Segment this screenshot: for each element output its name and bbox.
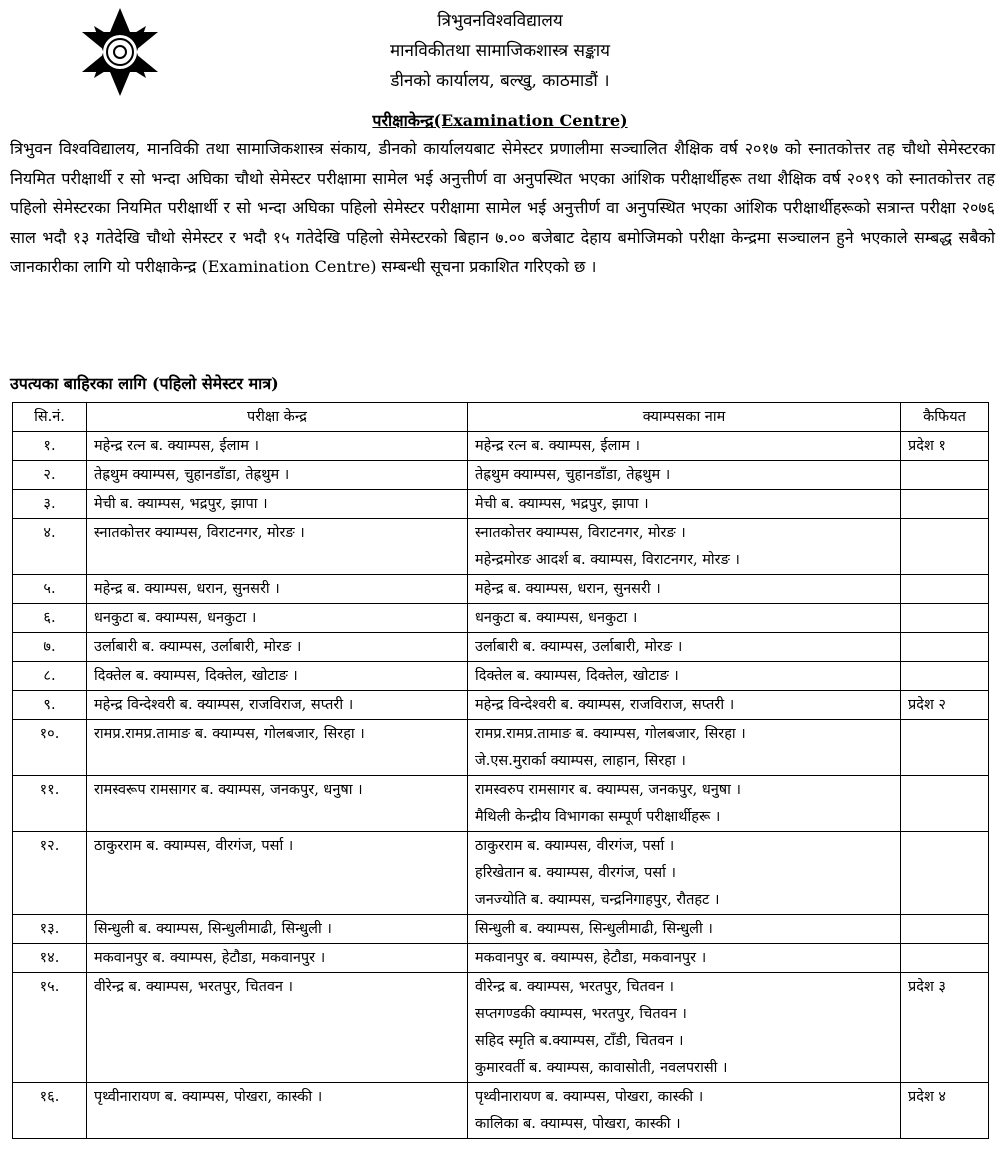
remarks-cell [901, 776, 989, 832]
campus-names-cell [468, 973, 901, 1083]
exam-centre-cell: महेन्द्र रत्न ब. क्याम्पस, ईलाम । [87, 432, 468, 461]
table-row [13, 662, 989, 691]
column-header-campus-name: क्याम्पसका नाम [468, 403, 901, 432]
table-row [13, 832, 989, 915]
campus-name: महेन्द्रमोरङ आदर्श ब. क्याम्पस, विराटनगर, मोरङ । [475, 552, 740, 568]
campus-name: जनज्योति ब. क्याम्पस, चन्द्रनिगाहपुर, रौतहट । [475, 892, 720, 908]
serial-number-cell: १३. [13, 915, 87, 944]
remarks-cell [901, 915, 989, 944]
document-title: परीक्षाकेन्द्र(Examination Centre) [372, 111, 628, 130]
remarks-cell [901, 604, 989, 633]
campus-name: कुमारवर्ती ब. क्याम्पस, कावासोती, नवलपरासी । [475, 1060, 728, 1076]
exam-centre-cell: उर्लाबारी ब. क्याम्पस, उर्लाबारी, मोरङ । [87, 633, 468, 662]
serial-number-cell: १४. [13, 944, 87, 973]
campus-name: रामस्वरुप रामसागर ब. क्याम्पस, जनकपुर, धनुषा । [475, 782, 742, 798]
table-row [13, 604, 989, 633]
campus-names-cell [468, 662, 901, 691]
column-header-remarks: कैफियत [901, 403, 989, 432]
campus-names-cell [468, 915, 901, 944]
campus-name: ठाकुरराम ब. क्याम्पस, वीरगंज, पर्सा । [475, 838, 675, 854]
exam-centre-cell: महेन्द्र ब. क्याम्पस, धरान, सुनसरी । [87, 575, 468, 604]
exam-centre-cell: स्नातकोत्तर क्याम्पस, विराटनगर, मोरङ । [87, 519, 468, 575]
campus-name: तेह्रथुम क्याम्पस, चुहानडाँडा, तेह्रथुम । [475, 467, 671, 483]
remarks-cell [901, 662, 989, 691]
remarks-cell [901, 575, 989, 604]
remarks-cell [901, 633, 989, 662]
serial-number-cell: ९. [13, 691, 87, 720]
exam-centre-cell: वीरेन्द्र ब. क्याम्पस, भरतपुर, चितवन । [87, 973, 468, 1083]
notice-paragraph: त्रिभुवन विश्वविद्यालय, मानविकी तथा सामाजिकशास्त्र संकाय, डीनको कार्यालयबाट सेमेस्टर प्रणालीमा सञ्चालित शैक्षिक वर्ष २०१७ को स्नातकोत्तर तह चौथो सेमेस्टरका नियमित परीक्षार्थी र सो भन्दा अघिका चौथो सेमेस्टर परीक्षामा सामेल भई अनुत्तीर्ण वा अनुपस्थित भएका आंशिक परीक्षार्थीहरू तथा शैक्षिक वर्ष २०१९ को स्नातकोत्तर तह पहिलो सेमेस्टरका नियमित परीक्षार्थी र सो भन्दा अघिका पहिलो सेमेस्टर परीक्षामा सामेल भई अनुत्तीर्ण वा अनुपस्थित भएका आंशिक परीक्षार्थीहरूको सत्रान्त परीक्षा २०७६ साल भदौ १३ गतेदेखि चौथो सेमेस्टर र भदौ १५ गतेदेखि पहिलो सेमेस्टरको बिहान ७.०० बजेबाट देहाय बमोजिमको परीक्षा केन्द्रमा सञ्चालन हुने भएकाले सम्बद्ध सबैको जानकारीका लागि यो परीक्षाकेन्द्र (Examination Centre) सम्बन्धी सूचना प्रकाशित गरिएको छ । [10, 139, 995, 277]
table-row [13, 776, 989, 832]
campus-names-cell [468, 604, 901, 633]
serial-number-cell: ५. [13, 575, 87, 604]
exam-centre-cell: मेची ब. क्याम्पस, भद्रपुर, झापा । [87, 490, 468, 519]
serial-number-cell: १. [13, 432, 87, 461]
remarks-cell: प्रदेश २ [901, 691, 989, 720]
campus-name: महेन्द्र विन्देश्वरी ब. क्याम्पस, राजविराज, सप्तरी । [475, 697, 735, 713]
table-row [13, 490, 989, 519]
serial-number-cell: ७. [13, 633, 87, 662]
serial-number-cell: १२. [13, 832, 87, 915]
remarks-cell [901, 832, 989, 915]
exam-centre-cell: ठाकुरराम ब. क्याम्पस, वीरगंज, पर्सा । [87, 832, 468, 915]
campus-names-cell [468, 461, 901, 490]
campus-name: उर्लाबारी ब. क्याम्पस, उर्लाबारी, मोरङ । [475, 639, 683, 655]
campus-name: जे.एस.मुरार्का क्याम्पस, लाहान, सिरहा । [475, 753, 686, 769]
serial-number-cell: २. [13, 461, 87, 490]
table-row [13, 944, 989, 973]
exam-centre-cell: मकवानपुर ब. क्याम्पस, हेटौडा, मकवानपुर । [87, 944, 468, 973]
faculty-name: मानविकीतथा सामाजिकशास्त्र सङ्काय [389, 41, 611, 61]
campus-name: धनकुटा ब. क्याम्पस, धनकुटा । [475, 610, 638, 626]
table-row [13, 691, 989, 720]
serial-number-cell: ८. [13, 662, 87, 691]
table-header-row [13, 403, 989, 432]
exam-centre-cell: तेह्रथुम क्याम्पस, चुहानडाँडा, तेह्रथुम । [87, 461, 468, 490]
remarks-cell: प्रदेश १ [901, 432, 989, 461]
serial-number-cell: १०. [13, 720, 87, 776]
serial-number-cell: १५. [13, 973, 87, 1083]
remarks-cell: प्रदेश ३ [901, 973, 989, 1083]
office-address: डीनको कार्यालय, बल्खु, काठमाडौं । [390, 71, 610, 91]
exam-centre-cell: रामस्वरूप रामसागर ब. क्याम्पस, जनकपुर, धनुषा । [87, 776, 468, 832]
exam-centre-cell: धनकुटा ब. क्याम्पस, धनकुटा । [87, 604, 468, 633]
university-logo-icon [78, 6, 162, 98]
remarks-cell [901, 490, 989, 519]
campus-names-cell [468, 720, 901, 776]
letterhead [300, 6, 700, 96]
campus-name: महेन्द्र ब. क्याम्पस, धरान, सुनसरी । [475, 581, 661, 597]
campus-name: पृथ्वीनारायण ब. क्याम्पस, पोखरा, कास्की । [475, 1089, 704, 1105]
table-row [13, 575, 989, 604]
table-row [13, 519, 989, 575]
campus-names-cell [468, 944, 901, 973]
campus-name: हरिखेतान ब. क्याम्पस, वीरगंज, पर्सा । [475, 865, 677, 881]
campus-name: कालिका ब. क्याम्पस, पोखरा, कास्की । [475, 1116, 681, 1132]
table-row [13, 432, 989, 461]
campus-name: वीरेन्द्र ब. क्याम्पस, भरतपुर, चितवन । [475, 979, 675, 995]
campus-name: मेची ब. क्याम्पस, भद्रपुर, झापा । [475, 496, 649, 512]
campus-names-cell [468, 776, 901, 832]
campus-names-cell [468, 691, 901, 720]
campus-name: सप्तगण्डकी क्याम्पस, भरतपुर, चितवन । [475, 1006, 687, 1022]
campus-names-cell [468, 832, 901, 915]
exam-centre-cell: महेन्द्र विन्देश्वरी ब. क्याम्पस, राजविराज, सप्तरी । [87, 691, 468, 720]
serial-number-cell: १६. [13, 1083, 87, 1139]
exam-centre-cell: रामप्र.रामप्र.तामाङ ब. क्याम्पस, गोलबजार, सिरहा । [87, 720, 468, 776]
remarks-cell: प्रदेश ४ [901, 1083, 989, 1139]
table-row [13, 973, 989, 1083]
serial-number-cell: ६. [13, 604, 87, 633]
campus-name: दिक्तेल ब. क्याम्पस, दिक्तेल, खोटाङ । [475, 668, 679, 684]
campus-names-cell [468, 490, 901, 519]
table-row [13, 720, 989, 776]
campus-name: रामप्र.रामप्र.तामाङ ब. क्याम्पस, गोलबजार, सिरहा । [475, 726, 746, 742]
campus-names-cell [468, 1083, 901, 1139]
table-row [13, 915, 989, 944]
table-row [13, 1083, 989, 1139]
campus-name: मकवानपुर ब. क्याम्पस, हेटौडा, मकवानपुर । [475, 950, 707, 966]
remarks-cell [901, 944, 989, 973]
campus-names-cell [468, 432, 901, 461]
campus-name: सिन्धुली ब. क्याम्पस, सिन्धुलीमाढी, सिन्धुली । [475, 921, 713, 937]
serial-number-cell: ३. [13, 490, 87, 519]
exam-centre-cell: पृथ्वीनारायण ब. क्याम्पस, पोखरा, कास्की । [87, 1083, 468, 1139]
campus-name: महेन्द्र रत्न ब. क्याम्पस, ईलाम । [475, 438, 640, 454]
serial-number-cell: ४. [13, 519, 87, 575]
campus-names-cell [468, 519, 901, 575]
campus-name: मैथिली केन्द्रीय विभागका सम्पूर्ण परीक्षार्थीहरू । [475, 809, 721, 825]
exam-centre-cell: सिन्धुली ब. क्याम्पस, सिन्धुलीमाढी, सिन्धुली । [87, 915, 468, 944]
university-name: त्रिभुवनविश्वविद्यालय [437, 11, 563, 31]
campus-names-cell [468, 575, 901, 604]
remarks-cell [901, 519, 989, 575]
table-row [13, 633, 989, 662]
exam-centre-table [12, 402, 989, 1139]
serial-number-cell: ११. [13, 776, 87, 832]
table-row [13, 461, 989, 490]
campus-names-cell [468, 633, 901, 662]
table-body [13, 432, 989, 1139]
campus-name: सहिद स्मृति ब.क्याम्पस, टाँडी, चितवन । [475, 1033, 684, 1049]
section-heading: उपत्यका बाहिरका लागि (पहिलो सेमेस्टर मात्र) [10, 374, 279, 393]
remarks-cell [901, 461, 989, 490]
column-header-serial: सि.नं. [13, 403, 87, 432]
remarks-cell [901, 720, 989, 776]
exam-centre-cell: दिक्तेल ब. क्याम्पस, दिक्तेल, खोटाङ । [87, 662, 468, 691]
column-header-exam-centre: परीक्षा केन्द्र [87, 403, 468, 432]
campus-name: स्नातकोत्तर क्याम्पस, विराटनगर, मोरङ । [475, 525, 686, 541]
